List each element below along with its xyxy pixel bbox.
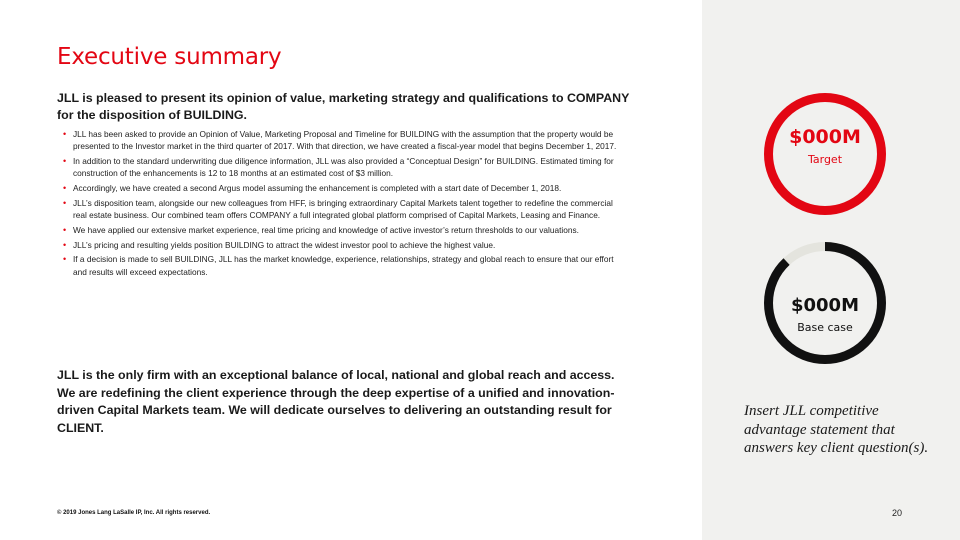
target-label: Target [807,153,843,166]
bullet-text: JLL has been asked to provide an Opinion of Value, Marketing Proposal and Timeline for BUILDING with the assumption that the property would be presented to the Investor market in the third quarter of 2017. With that direction, we have created a fiscal-year model that begins December 1, 2017. [73,129,617,152]
base-case-label: Base case [797,321,853,334]
bullet-item [57,224,622,236]
target-value: $000M [789,126,861,148]
closing-paragraph: JLL is the only firm with an exceptional balance of local, national and global reach and access. We are redefining the client experience through the deep expertise of a unified and innovation-driven Capital Markets team. We will dedicate ourselves to delivering an outstanding result for CLIENT. [57,368,615,435]
bullet-dot: • [63,129,67,139]
bullet-text: JLL’s pricing and resulting yields position BUILDING to attract the widest investor pool to achieve the highest value. [73,239,496,250]
bullet-item [57,155,622,179]
bullet-item [57,197,622,221]
bullet-item [57,182,622,194]
bullet-text: In addition to the standard underwriting due diligence information, JLL was also provided a “Conceptual Design” for BUILDING. Estimated timing for construction of the enhancements is 12 to 18 months at an estimated cost of $3 million. [73,156,614,179]
base-case-value: $000M [790,295,859,316]
bullet-text: JLL’s disposition team, alongside our new colleagues from HFF, is bringing extraordinary Capital Markets talent together to redefine the commercial real estate business. Our combined team offers COMPANY a full integrated global platform comprised of Capital Markets, Leasing and Finance. [73,197,613,220]
bullet-dot: • [63,254,67,265]
intro-paragraph: JLL is pleased to present its opinion of value, marketing strategy and qualifications to COMPANY for the disposition of BUILDING. [57,91,630,122]
bullet-text: We have applied our extensive market experience, real time pricing and knowledge of active investor’s return thresholds to our valuations. [73,224,579,235]
bullet-text: Accordingly, we have created a second Argus model assuming the enhancement is completed with a start date of December 1, 2018. [73,183,562,193]
base-case-ring [762,240,888,366]
bullet-dot: • [63,156,67,166]
bullet-item [57,239,622,251]
bullet-dot: • [63,183,67,193]
competitive-advantage-statement: Insert JLL competitive advantage statement that answers key client question(s). [744,403,929,456]
copyright-footer: © 2019 Jones Lang LaSalle IP, Inc. All rights reserved. [57,510,211,516]
bullet-dot: • [63,197,67,208]
bullet-item [57,253,622,277]
bullet-dot: • [63,224,67,235]
bullet-list [57,128,622,280]
page-title: Executive summary [57,44,282,70]
target-ring [762,91,888,217]
bullet-dot: • [63,239,67,250]
bullet-text: If a decision is made to sell BUILDING, JLL has the market knowledge, experience, relationships, strategy and global reach to ensure that our effort and results will exceed expectations. [73,254,614,277]
page-number: 20 [892,508,903,518]
bullet-item [57,128,622,152]
